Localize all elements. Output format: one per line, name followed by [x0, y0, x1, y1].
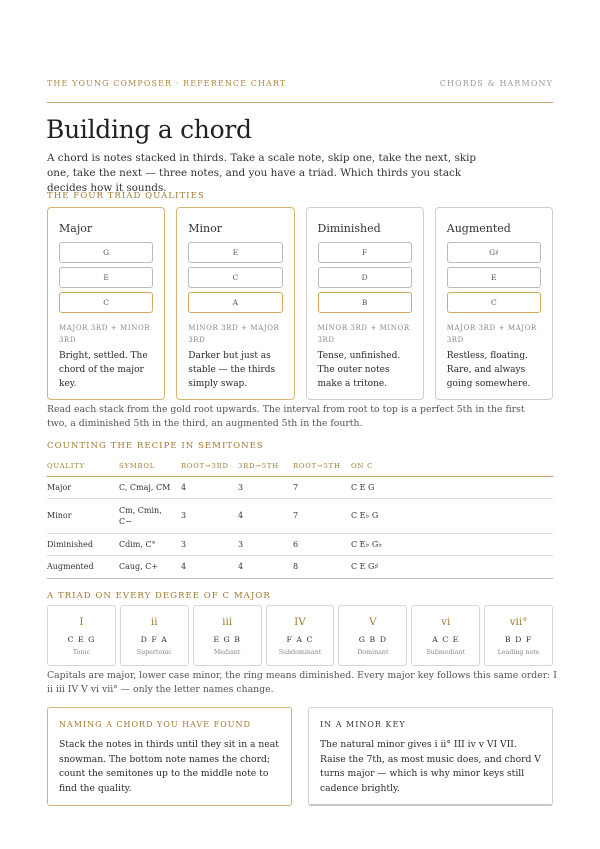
degree-function: Tonic [72, 649, 90, 656]
triad-description: Bright, settled. The chord of the major key. [59, 351, 148, 389]
triad-recipe: MAJOR 3RD + MINOR 3RD [59, 324, 151, 344]
column-header: ROOT→3RD [181, 457, 238, 476]
note-fifth: G♯ [447, 242, 541, 263]
column-header: SYMBOL [119, 457, 181, 476]
roman-numeral: vi [441, 616, 451, 628]
cell-third-fifth: 3 [238, 476, 293, 498]
roman-numeral: V [369, 616, 377, 628]
roman-numeral: iii [222, 616, 233, 628]
cell-symbol: Cdim, C° [119, 533, 181, 555]
degree-card-vi [411, 605, 480, 666]
degree-card-V [338, 605, 407, 666]
cell-on-c: C E G [351, 476, 553, 498]
degree-notes: F A C [286, 635, 314, 644]
table-row [47, 476, 553, 498]
triad-card-major [47, 207, 165, 400]
triad-name: Augmented [446, 222, 511, 235]
intro-paragraph: A chord is notes stacked in thirds. Take a scale note, skip one, take the next, skip one, take the next — three notes, and you have a triad. Which thirds you stack decides how it sounds. [47, 152, 477, 194]
cell-root-fifth: 7 [293, 498, 351, 533]
triad-description: Restless, floating. Rare, and always going somewhere. [446, 351, 531, 389]
tip-box-naming [47, 707, 292, 806]
cell-root-third: 3 [181, 533, 238, 555]
cell-root-third: 4 [181, 555, 238, 578]
cell-third-fifth: 3 [238, 533, 293, 555]
degree-notes: E G B [213, 635, 241, 644]
cell-root-third: 4 [181, 476, 238, 498]
tip-box-title: IN A MINOR KEY [320, 720, 406, 729]
column-header: 3RD→5TH [238, 457, 293, 476]
tip-box-text: The natural minor gives i ii° III iv v VI VII. Raise the 7th, as most music does, and chord V turns major — which is why minor keys still cadence brightly. [320, 739, 541, 794]
degrees-caption: Capitals are major, lower case minor, the ring means diminished. Every major key follows this same order: I ii iii IV V vi vii° — only the letter names change. [47, 670, 557, 695]
cell-symbol: C, Cmaj, CM [119, 476, 181, 498]
tip-box-text: Stack the notes in thirds until they sit in a neat snowman. The bottom note names the chord; count the semitones up to the middle note to find the quality. [59, 739, 279, 794]
cell-third-fifth: 4 [238, 498, 293, 533]
triad-recipe: MINOR 3RD + MINOR 3RD [317, 324, 410, 344]
roman-numeral: IV [294, 616, 306, 628]
degree-notes: G B D [358, 635, 387, 644]
degree-notes: D F A [140, 635, 168, 644]
cell-on-c: C E♭ G [351, 498, 553, 533]
triad-name: Diminished [317, 222, 381, 235]
note-root: A [188, 292, 282, 313]
note-third: C [188, 267, 282, 288]
cell-quality: Major [47, 476, 119, 498]
roman-numeral: vii° [509, 616, 528, 628]
degree-card-iii [193, 605, 262, 666]
cell-quality: Minor [47, 498, 119, 533]
triad-card-diminished [306, 207, 424, 400]
cell-root-fifth: 8 [293, 555, 351, 578]
triad-card-minor [176, 207, 294, 400]
degree-function: Leading note [497, 649, 540, 656]
section-heading-semitones: COUNTING THE RECIPE IN SEMITONES [47, 441, 264, 451]
note-root: C [59, 292, 153, 313]
degree-function: Dominant [357, 649, 389, 656]
table-row [47, 533, 553, 555]
triad-recipe: MINOR 3RD + MAJOR 3RD [188, 324, 280, 344]
triad-cards [47, 207, 553, 400]
cell-quality: Diminished [47, 533, 119, 555]
table-row [47, 555, 553, 578]
degree-triads [47, 605, 553, 666]
note-fifth: G [59, 242, 153, 263]
triad-description: Tense, unfinished. The outer notes make a tritone. [317, 351, 401, 389]
column-header: ON C [351, 457, 553, 476]
degree-function: Mediant [213, 649, 241, 656]
header-series: THE YOUNG COMPOSER · REFERENCE CHART [47, 79, 287, 88]
column-header: QUALITY [47, 457, 119, 476]
degree-notes: A C E [432, 635, 460, 644]
tip-box-minor-key [308, 707, 553, 806]
page-header [47, 79, 553, 103]
degree-card-ii [120, 605, 189, 666]
note-third: D [318, 267, 412, 288]
page-title: Building a chord [46, 115, 252, 144]
note-fifth: E [188, 242, 282, 263]
table-header-row [47, 457, 553, 476]
cell-root-third: 3 [181, 498, 238, 533]
cell-third-fifth: 4 [238, 555, 293, 578]
cell-on-c: C E G♯ [351, 555, 553, 578]
note-third: E [447, 267, 541, 288]
degree-card-I [47, 605, 116, 666]
degree-function: Submediant [426, 649, 465, 656]
note-root: C [447, 292, 541, 313]
triad-name: Major [59, 222, 93, 235]
cell-symbol: Cm, Cmin, C− [119, 498, 181, 533]
triad-recipe: MAJOR 3RD + MAJOR 3RD [446, 324, 537, 344]
degree-function: Supertonic [136, 649, 172, 656]
degree-card-vii-dim [484, 605, 553, 666]
degree-card-IV [266, 605, 335, 666]
semitone-table [47, 457, 553, 579]
triads-caption: Read each stack from the gold root upwards. The interval from root to top is a perfect 5th in the first two, a diminished 5th in the third, an augmented 5th in the fourth. [47, 404, 525, 429]
roman-numeral: I [79, 616, 84, 628]
column-header: ROOT→5TH [293, 457, 351, 476]
triad-card-augmented [435, 207, 553, 400]
note-fifth: F [318, 242, 412, 263]
triad-name: Minor [188, 222, 222, 235]
tip-box-title: NAMING A CHORD YOU HAVE FOUND [59, 720, 251, 729]
table-row [47, 498, 553, 533]
roman-numeral: ii [150, 616, 158, 628]
note-third: E [59, 267, 153, 288]
degree-notes: C E G [67, 635, 96, 644]
cell-root-fifth: 7 [293, 476, 351, 498]
section-heading-degrees: A TRIAD ON EVERY DEGREE OF C MAJOR [47, 591, 271, 601]
cell-symbol: Caug, C+ [119, 555, 181, 578]
degree-function: Subdominant [278, 649, 322, 656]
header-topic: CHORDS & HARMONY [439, 79, 553, 88]
triad-description: Darker but just as stable — the thirds simply swap. [188, 351, 276, 389]
cell-root-fifth: 6 [293, 533, 351, 555]
cell-on-c: C E♭ G♭ [351, 533, 553, 555]
cell-quality: Augmented [47, 555, 119, 578]
section-heading-triads: THE FOUR TRIAD QUALITIES [47, 191, 205, 201]
degree-notes: B D F [504, 635, 533, 644]
note-root: B [318, 292, 412, 313]
